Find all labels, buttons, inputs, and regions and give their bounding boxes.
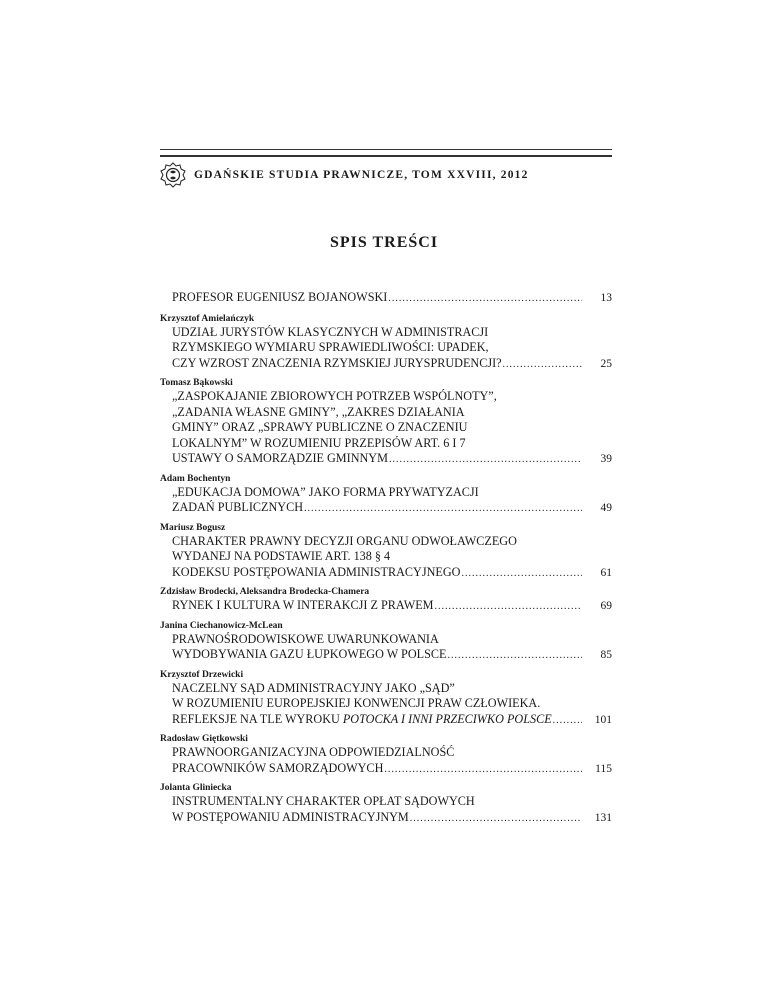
leader-dots	[388, 291, 582, 307]
toc-entry	[160, 473, 612, 517]
toc-title-line: PRAWNOORGANIZACYJNA ODPOWIEDZIALNOŚĆ	[172, 745, 455, 759]
toc-entry	[160, 522, 612, 582]
toc-title-last-line	[160, 810, 612, 827]
toc-title-line: RZYMSKIEGO WYMIARU SPRAWIEDLIWOŚCI: UPADEK,	[172, 340, 489, 354]
toc-title-line: GMINY” ORAZ „SPRAWY PUBLICZNE O ZNACZENIU	[172, 420, 468, 434]
toc-author: Radosław Giętkowski	[160, 734, 248, 744]
leader-dots	[461, 566, 582, 582]
toc-author: Tomasz Bąkowski	[160, 378, 233, 388]
header-rule-thick	[160, 155, 612, 157]
leader-dots	[389, 452, 582, 468]
toc-title-line: „ZASPOKAJANIE ZBIOROWYCH POTRZEB WSPÓLNOTY”,	[172, 389, 497, 403]
toc-entry	[160, 782, 612, 826]
toc-title-last-line	[160, 356, 612, 373]
toc-title-line: NACZELNY SĄD ADMINISTRACYJNY JAKO „SĄD”	[172, 680, 455, 695]
toc-title-text: RYNEK I KULTURA W INTERAKCJI Z PRAWEM	[172, 598, 434, 612]
leader-dots	[410, 811, 582, 827]
toc-title-line: WYDANEJ NA PODSTAWIE ART. 138 § 4	[172, 549, 391, 563]
toc-title-last-line	[160, 451, 612, 468]
toc-entry	[160, 733, 612, 777]
header-rule-thin	[160, 149, 612, 150]
toc-author: Adam Bochentyn	[160, 473, 231, 484]
toc-page-number: 115	[595, 762, 612, 775]
toc-title-text: WYDOBYWANIA GAZU ŁUPKOWEGO W POLSCE	[172, 647, 447, 661]
toc-author: Jolanta Gliniecka	[160, 783, 232, 793]
leader-dots	[503, 357, 582, 373]
toc-author: Zdzisław Brodecki, Aleksandra Brodecka-Chamera	[160, 587, 370, 597]
toc-title-line: INSTRUMENTALNY CHARAKTER OPŁAT SĄDOWYCH	[172, 794, 475, 808]
toc-entry	[160, 586, 612, 615]
toc-title-text: REFLEKSJE NA TLE WYROKU POTOCKA I INNI PRZECIWKO POLSCE	[172, 711, 552, 726]
toc-title-line: PRAWNOŚRODOWISKOWE UWARUNKOWANIA	[172, 631, 439, 646]
toc-entry	[160, 669, 612, 729]
toc-title-text: KODEKSU POSTĘPOWANIA ADMINISTRACYJNEGO	[172, 564, 461, 579]
toc-entry	[160, 313, 612, 373]
toc-entry	[160, 377, 612, 468]
toc-title-last-line	[160, 565, 612, 582]
toc-title-italic: POTOCKA I INNI PRZECIWKO POLSCE	[342, 711, 552, 726]
toc-title-line: „ZADANIA WŁASNE GMINY”, „ZAKRES DZIAŁANIA	[172, 404, 465, 419]
leader-dots	[384, 762, 582, 778]
toc-title-text: PRACOWNIKÓW SAMORZĄDOWYCH	[172, 760, 384, 775]
university-seal-icon	[160, 162, 186, 188]
toc-title-line: „EDUKACJA DOMOWA” JAKO FORMA PRYWATYZACJI	[172, 484, 479, 499]
toc-page-number: 13	[600, 292, 612, 304]
toc-title-last-line	[160, 500, 612, 517]
toc-title-last-line	[160, 647, 612, 664]
toc-title-text: W POSTĘPOWANIU ADMINISTRACYJNYM	[172, 809, 409, 824]
toc-title-line: W ROZUMIENIU EUROPEJSKIEJ KONWENCJI PRAW CZŁOWIEKA.	[172, 696, 541, 710]
toc-author: Janina Ciechanowicz-McLean	[160, 620, 283, 631]
running-header	[160, 162, 529, 188]
toc-author: Krzysztof Amielańczyk	[160, 313, 255, 324]
toc-page-number: 69	[600, 600, 612, 612]
toc-page-number: 39	[600, 453, 612, 465]
toc-title-text: CZY WZROST ZNACZENIA RZYMSKIEJ JURYSPRUDENCJI?	[172, 355, 502, 370]
toc-entry	[160, 290, 612, 307]
toc-page-number: 25	[600, 357, 612, 370]
toc-author: Mariusz Bogusz	[160, 522, 226, 533]
toc-title-text: PROFESOR EUGENIUSZ BOJANOWSKI	[172, 290, 388, 304]
toc-title-text: ZADAŃ PUBLICZNYCH	[172, 500, 304, 514]
toc-title-line: UDZIAŁ JURYSTÓW KLASYCZNYCH W ADMINISTRACJI	[172, 324, 489, 339]
toc-title-text: USTAWY O SAMORZĄDZIE GMINNYM	[172, 451, 388, 465]
toc-title-last-line	[160, 761, 612, 778]
toc-title-line: LOKALNYM” W ROZUMIENIU PRZEPISÓW ART. 6 I 7	[172, 435, 466, 450]
page-title: SPIS TREŚCI	[329, 234, 439, 251]
toc-page-number: 85	[600, 649, 612, 661]
toc-title-last-line	[160, 598, 612, 615]
toc-page-number: 131	[594, 811, 612, 824]
toc-page-number: 49	[600, 502, 612, 514]
toc-author: Krzysztof Drzewicki	[160, 669, 244, 680]
leader-dots	[553, 713, 582, 729]
leader-dots	[435, 599, 582, 615]
toc-page-number: 101	[594, 713, 612, 726]
leader-dots	[447, 648, 582, 664]
journal-title: GDAŃSKIE STUDIA PRAWNICZE, TOM XXVIII, 2012	[194, 169, 529, 181]
table-of-contents	[160, 290, 612, 826]
toc-title-last-line	[160, 712, 612, 729]
toc-page-number: 61	[600, 566, 612, 579]
toc-title-line: CHARAKTER PRAWNY DECYZJI ORGANU ODWOŁAWCZEGO	[172, 533, 517, 548]
leader-dots	[304, 501, 582, 517]
toc-title-last-line	[160, 290, 612, 307]
toc-entry	[160, 620, 612, 664]
